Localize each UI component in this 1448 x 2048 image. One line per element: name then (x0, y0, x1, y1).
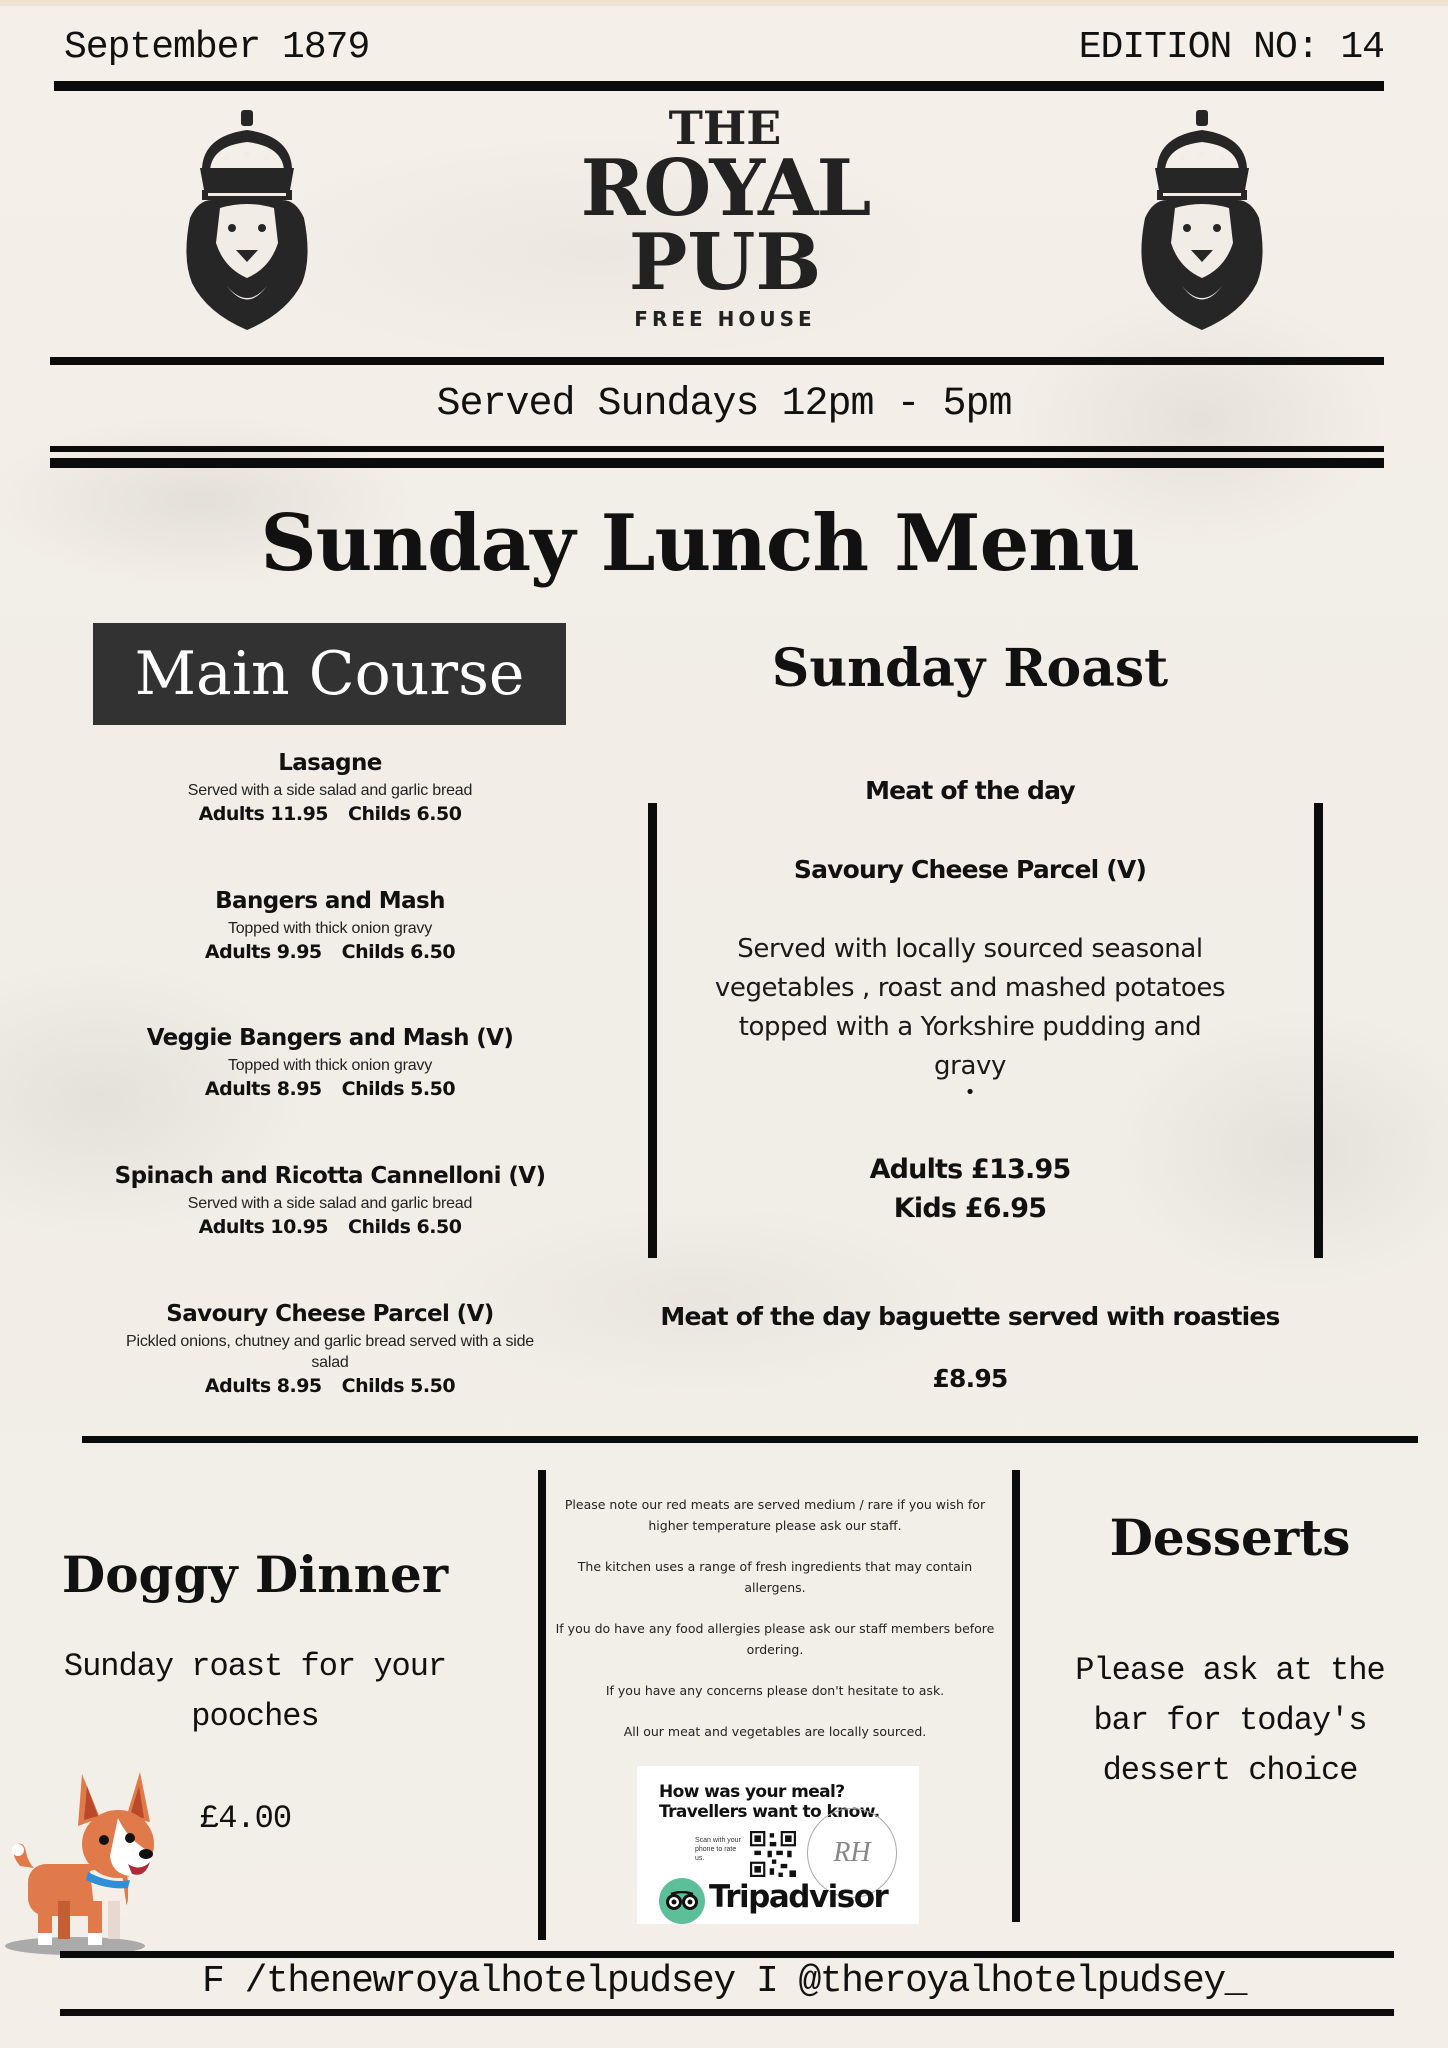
child-price: Childs 6.50 (341, 941, 456, 963)
logo-the: THE (668, 101, 782, 155)
desserts-text: Please ask at the bar for today's dessert choice (1075, 1652, 1385, 1789)
qr-code-icon[interactable] (750, 1831, 796, 1877)
desserts-heading: Desserts (1109, 1508, 1351, 1567)
sunday-roast-heading: Sunday Roast (771, 638, 1169, 699)
menu-item (110, 1301, 550, 1397)
hours-rule-1 (50, 446, 1384, 452)
cartoon-dog-icon (0, 1756, 170, 1956)
roast-bullet: • (964, 1082, 976, 1103)
note-red-meat: Please note our red meats are served medium / rare if you wish for higher temperature please ask our staff. (564, 1497, 986, 1533)
menu-title: Sunday Lunch Menu (260, 498, 1140, 589)
item-description: Served with a side salad and garlic bread (187, 1195, 473, 1212)
item-description: Pickled onions, chutney and garlic bread served with a side salad (126, 1333, 534, 1371)
item-price (90, 803, 570, 825)
roast-left-rule (648, 803, 657, 1258)
roast-option-veg: Savoury Cheese Parcel (V) (793, 855, 1147, 884)
adult-price: Adults 8.95 (204, 1078, 322, 1100)
logo-pub: PUB (628, 217, 822, 308)
roast-description: Served with locally sourced seasonal vegetables , roast and mashed potatoes topped with a Yorkshire pudding and gravy (714, 934, 1226, 1081)
main-course-heading: Main Course (93, 623, 566, 725)
adult-price: Adults 11.95 (198, 803, 329, 825)
logo-free-house: FREE HOUSE (634, 307, 816, 331)
header-bottom-rule (50, 357, 1384, 365)
note-allergens: The kitchen uses a range of fresh ingredients that may contain allergens. (577, 1559, 973, 1595)
scan-instructions: Scan with your phone to rate us. (695, 1837, 741, 1862)
tripadvisor-wordmark: Tripadvisor (709, 1879, 888, 1915)
item-price (90, 1216, 570, 1238)
note-locally-sourced: All our meat and vegetables are locally sourced. (623, 1724, 927, 1739)
note-food-allergies: If you do have any food allergies please ask our staff members before ordering. (555, 1621, 995, 1657)
item-name: Veggie Bangers and Mash (V) (146, 1025, 514, 1051)
tripadvisor-owl-icon (659, 1878, 705, 1924)
tripadvisor-card[interactable] (637, 1766, 919, 1924)
item-price (110, 1375, 550, 1397)
header-top-rule (54, 81, 1384, 91)
item-name: Lasagne (278, 750, 382, 776)
item-description: Topped with thick onion gravy (227, 920, 433, 937)
roast-kids-price: Kids £6.95 (893, 1193, 1047, 1224)
item-description: Served with a side salad and garlic bread (187, 782, 473, 799)
adult-price: Adults 10.95 (198, 1216, 329, 1238)
social-handles[interactable]: F /thenewroyalhotelpudsey I @theroyalhotelpudsey_ (202, 1960, 1246, 2003)
roast-adults-price: Adults £13.95 (869, 1154, 1071, 1185)
tripadvisor-question-line-1: How was your meal? (659, 1782, 845, 1802)
allergen-notes (550, 1494, 1000, 1762)
doggy-dinner-text: Sunday roast for your pooches (63, 1648, 447, 1735)
top-band (0, 0, 1448, 6)
doggy-dinner-price: £4.00 (200, 1800, 292, 1837)
menu-item (90, 1025, 570, 1100)
section-divider (82, 1436, 1418, 1443)
item-name: Spinach and Ricotta Cannelloni (V) (114, 1163, 546, 1189)
child-price: Childs 6.50 (348, 1216, 462, 1238)
menu-item (90, 888, 570, 963)
roast-option-meat: Meat of the day (865, 776, 1075, 805)
footer-bottom-rule (60, 2009, 1394, 2016)
adult-price: Adults 8.95 (204, 1375, 322, 1397)
served-hours: Served Sundays 12pm - 5pm (436, 382, 1012, 427)
menu-item (90, 750, 570, 825)
tripadvisor-question-line-2: Travellers want to know. (659, 1802, 880, 1822)
baguette-item: Meat of the day baguette served with roasties (660, 1302, 1280, 1331)
child-price: Childs 5.50 (341, 1375, 456, 1397)
item-description: Topped with thick onion gravy (227, 1057, 433, 1074)
baguette-price: £8.95 (932, 1364, 1008, 1393)
notes-left-rule (538, 1470, 546, 1940)
child-price: Childs 6.50 (348, 803, 462, 825)
item-name: Bangers and Mash (215, 888, 445, 914)
logo-royal: ROYAL (580, 143, 870, 234)
roast-right-rule (1314, 803, 1323, 1258)
item-price (90, 1078, 570, 1100)
child-price: Childs 5.50 (341, 1078, 456, 1100)
item-price (90, 941, 570, 963)
item-name: Savoury Cheese Parcel (V) (166, 1301, 494, 1327)
adult-price: Adults 9.95 (204, 941, 322, 963)
menu-item (90, 1163, 570, 1238)
doggy-dinner-heading: Doggy Dinner (61, 1545, 449, 1604)
notes-right-rule (1012, 1470, 1020, 1922)
crowned-lion-icon (172, 108, 322, 333)
footer-top-rule (60, 1951, 1394, 1958)
hotel-stamp: RH (807, 1808, 897, 1898)
edition-number: EDITION NO: 14 (1078, 26, 1384, 69)
note-concerns: If you have any concerns please don't hesitate to ask. (605, 1683, 945, 1698)
crowned-lion-icon (1127, 108, 1277, 333)
pub-logo (540, 101, 910, 331)
hours-rule-2 (50, 458, 1384, 468)
issue-date: September 1879 (64, 26, 370, 69)
